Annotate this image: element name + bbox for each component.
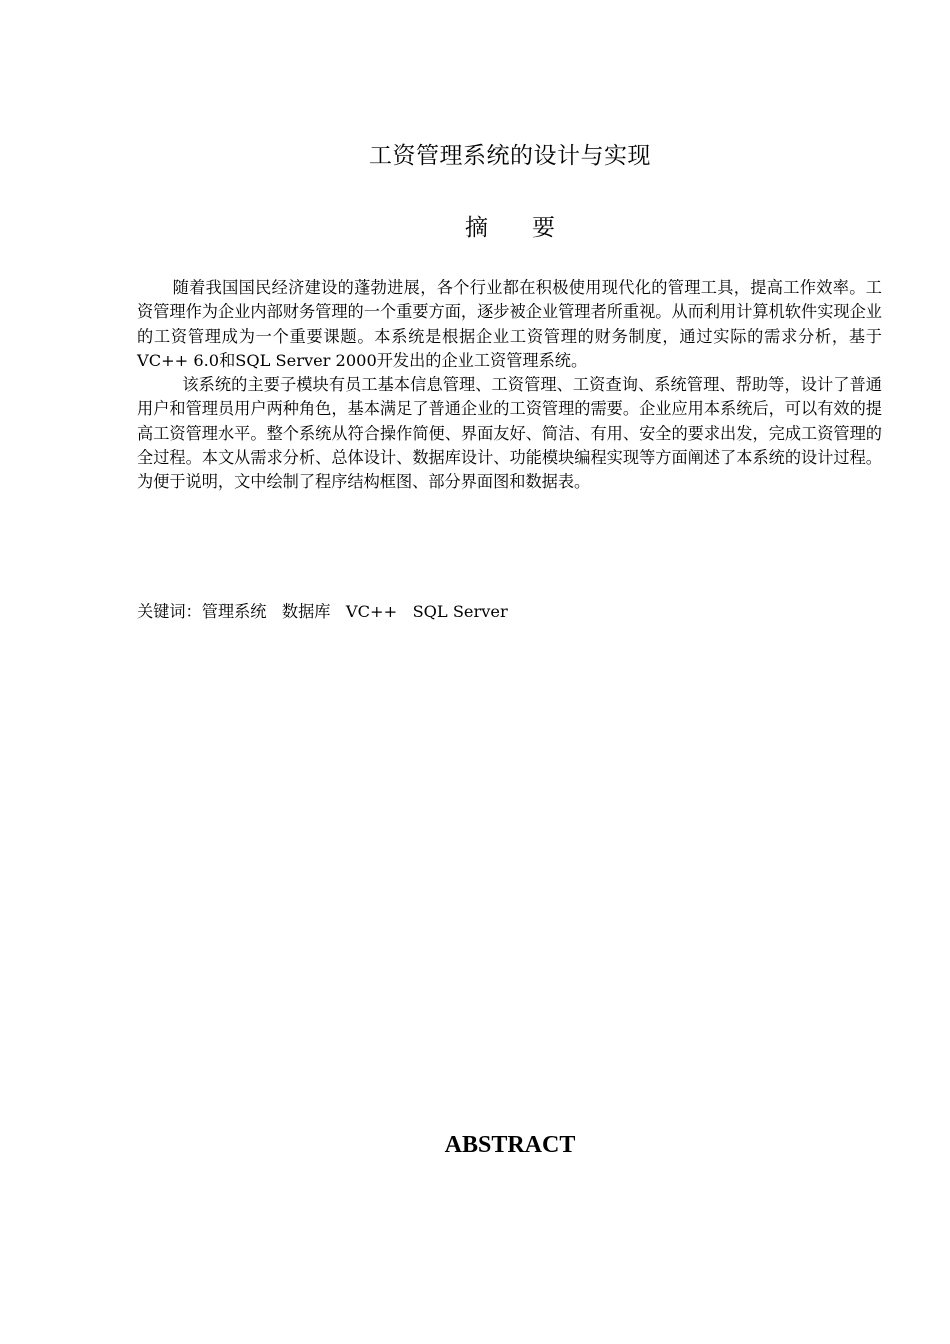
abstract-paragraph-2: 该系统的主要子模块有员工基本信息管理、工资管理、工资查询、系统管理、帮助等，设计了普通用户和管理员用户两种角色，基本满足了普通企业的工资管理的需要。企业应用本系统后，可以有效的提高工资管理水平。整个系统从符合操作简便、界面友好、简洁、有用、安全的要求出发，完成工资管理的全过程。本文从需求分析、总体设计、数据库设计、功能模块编程实现等方面阐述了本系统的设计过程。为便于说明，文中绘制了程序结构框图、部分界面图和数据表。 [137, 375, 882, 492]
document-title: 工资管理系统的设计与实现 [369, 143, 651, 169]
keywords-line [137, 600, 882, 624]
keywords-list: 管理系统 数据库 VC++ SQL Server [201, 602, 508, 621]
abstract-body [137, 276, 882, 495]
keywords-label: 关键词： [137, 602, 202, 621]
abstract-paragraph-1: 随着我国国民经济建设的蓬勃进展，各个行业都在积极使用现代化的管理工具，提高工作效率。工资管理作为企业内部财务管理的一个重要方面，逐步被企业管理者所重视。从而利用计算机软件实现企业的工资管理成为一个重要课题。本系统是根据企业工资管理的财务制度，通过实际的需求分析，基于VC++ 6.0和SQL Server 2000开发出的企业工资管理系统。 [137, 278, 882, 370]
abstract-heading [0, 212, 950, 244]
abstract-heading-char-2: 要 [532, 215, 555, 241]
abstract-heading-char-1: 摘 [465, 215, 488, 241]
english-abstract-heading: ABSTRACT [444, 1132, 576, 1158]
